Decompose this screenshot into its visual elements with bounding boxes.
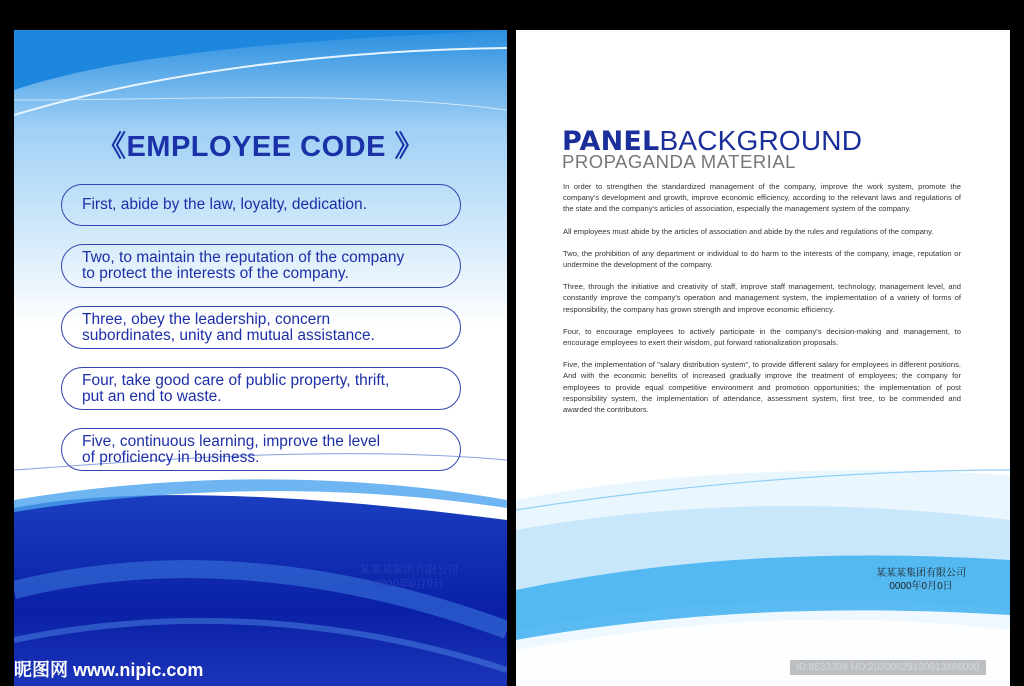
title-rest-word: BACKGROUND bbox=[659, 125, 863, 156]
nipic-watermark: 昵图网 www.nipic.com bbox=[14, 660, 204, 680]
code-item-2 bbox=[61, 244, 461, 288]
body-paragraph-3: Two, the prohibition of any department or individual to do harm to the interests of the company, image, reputation or undermine the development of the company. bbox=[563, 248, 961, 270]
right-company-name: 某某某集团有限公司 bbox=[876, 568, 966, 579]
code-item-5 bbox=[61, 428, 461, 471]
body-paragraph-2: All employees must abide by the articles of association and abide by the rules and regulations of the company. bbox=[563, 226, 934, 236]
code-item-1-line1: First, abide by the law, loyalty, dedication. bbox=[82, 196, 367, 213]
body-paragraph-5: Four, to encourage employees to actively participate in the company's decision-making and management, to encourage employees to exert their wisdom, put forward rationalization proposals. bbox=[563, 326, 961, 348]
code-item-4-line1: Four, take good care of public property, thrift, bbox=[82, 371, 390, 389]
code-item-3-line2: subordinates, unity and mutual assistance. bbox=[82, 326, 375, 344]
body-paragraph-6: Five, the implementation of "salary distribution system", to provide different salary for employees in different positions. And with the economic benefits of increased gradually improve the treatment of employees; the company for employees to provide equal competitive environment and promotion opportunities; the implementation of post responsibility system, the implementation of attendance, assessment system, first tree, to be commended and awarded the contributors. bbox=[563, 360, 961, 415]
right-date: 0000年0月0日 bbox=[889, 581, 953, 592]
employee-code-title: 《EMPLOYEE CODE 》 bbox=[96, 131, 425, 163]
employee-code-panel bbox=[14, 30, 507, 686]
code-item-5-line2: of proficiency in business. bbox=[82, 448, 260, 466]
right-company-block bbox=[866, 567, 976, 593]
code-item-5-line1: Five, continuous learning, improve the level bbox=[82, 432, 381, 450]
panel-background-page bbox=[516, 30, 1010, 686]
left-company-block bbox=[344, 563, 474, 591]
code-item-3 bbox=[61, 306, 461, 349]
title-bold-word: PANEL bbox=[562, 126, 660, 157]
code-item-1 bbox=[61, 184, 461, 226]
code-item-4-line2: put an end to waste. bbox=[82, 387, 222, 405]
image-id-watermark: ID:8533399 NO:20200629130913466000 bbox=[790, 660, 986, 675]
left-company-name: 某某某集团有限公司 bbox=[359, 564, 459, 576]
propaganda-subtitle: PROPAGANDA MATERIAL bbox=[562, 151, 796, 172]
body-paragraph-4: Three, through the initiative and creativity of staff, improve staff management, technology, management level, and constantly improve the company's operation and management system, the implementation of a variety of forms of responsibility, the company has grown strength and improve economic efficiency. bbox=[563, 282, 961, 314]
propaganda-body bbox=[563, 181, 961, 426]
code-item-3-line1: Three, obey the leadership, concern bbox=[82, 310, 331, 328]
code-item-2-line2: to protect the interests of the company. bbox=[82, 265, 349, 282]
code-item-2-line1: Two, to maintain the reputation of the company bbox=[82, 249, 405, 266]
code-item-4 bbox=[61, 367, 461, 410]
left-date: 0000年0月0日 bbox=[374, 578, 444, 590]
body-paragraph-1: In order to strengthen the standardized management of the company, improve the work system, promote the company's development and growth, improve economic efficiency, according to the relevant laws and regulations of the state and the company's articles of association, especially the management system of the company. bbox=[563, 182, 961, 214]
